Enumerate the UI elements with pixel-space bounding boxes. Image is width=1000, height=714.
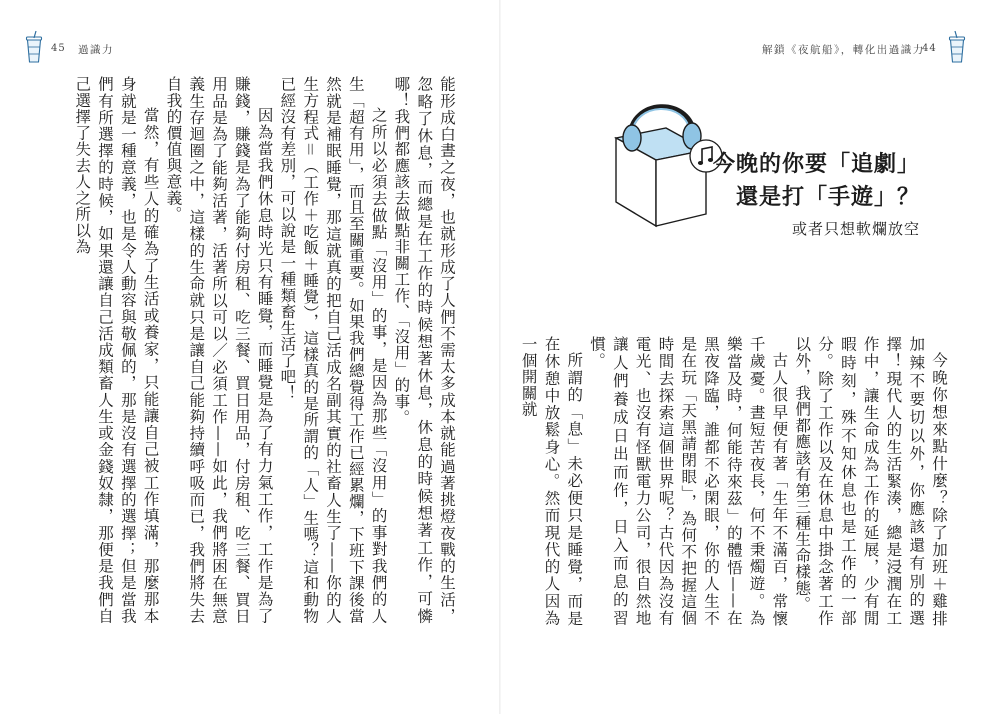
paragraph: 能形成白晝之夜，也就形成了人們不需太多成本就能過著挑燈夜戰的生活，忽略了休息，而總是在工作的時候想著休息，休息的時候想著工作，可憐哪！我們都應該去做點非關工作、「沒用」的事。 [392,76,456,624]
chapter-headline: 還是打「手遊」？ [735,185,920,210]
chapter-subtitle: 或者只想軟爛放空 [791,220,920,238]
paragraph: 當然，有些人的確為了生活或養家，只能讓自己被工作填滿，那麼那本身就是一種意義，也是令人動容與敬佩的，那是沒有選擇的選擇；但是當我們有所選擇的時候，如果還讓自己活成類畜人生或金錢奴隸，那便是我們自己選擇了失去人之所以為 [73,76,160,624]
paragraph: 古人很早便有著「生年不滿百，常懷千歲憂。晝短苦夜長，何不秉燭遊。為樂當及時，何能待來茲」的體悟——在黑夜降臨，誰都不必閑眼，你的人生不是在玩「天黑請閉眼」，為何不把握這個時間去探索這個世界呢？古代因為沒有電光、也沒有怪獸電力公司，很自然地讓人們養成日出而作，日入而息的習慣。 [588,336,789,626]
running-title: 過識力 [78,44,114,56]
drink-cup-icon [947,30,967,64]
paragraph: 因為當我們休息時光只有睡覺，而睡覺是為了有力氣工作，工作是為了賺錢，賺錢是為了能夠付房租、吃三餐、買日用品，付房租、吃三餐、買日用品是為了能夠活著，活著所以可以／必須工作——如此，我們將困在無意義生存迴圈之中，這樣的生命就只是讓自己能夠持續呼吸而已，我們將失去自我的價值與意義。 [164,76,274,624]
drink-cup-icon [24,30,44,64]
right-body-text [519,336,950,626]
paragraph: 今晚你想來點什麼？除了加班＋雞排加辣不要切以外，你應該還有別的選擇！現代人的生活緊湊，總是浸潤在工作中，讓生命成為工作的延展，少有閒暇時刻，殊不知休息也是工作的一部分。除了工作以及在休息中掛念著工作以外，我們都應該有第三種生命樣態。 [793,336,948,626]
right-page [500,0,1000,714]
chapter-headline: 今晚的你要「追劇」 [712,152,920,177]
running-title: 解鎖《夜航船》，轉化出過識力 [762,44,925,56]
paragraph: 所謂的「息」未必便只是睡覺，而是在休憩中放鬆身心。然而現代的人因為一個開關就 [519,336,584,626]
page-number: 45 [51,43,66,54]
page-number: 44 [922,43,937,54]
paragraph: 之所以必須去做點「沒用」的事，是因為那些「沒用」的事對我們的人生「超有用」，而且至關重要。如果我們總覺得工作已經累爛，下班下課後當然就是補眠睡覺，那這就真的把自己活成名副其實的社畜人生了——你的人生方程式＝（工作＋吃飯＋睡覺），這樣真的是所謂的「人」生嗎？這和動物已經沒有差別，可以說是一種類畜生活了吧！ [278,76,388,624]
left-body-text [73,76,458,624]
